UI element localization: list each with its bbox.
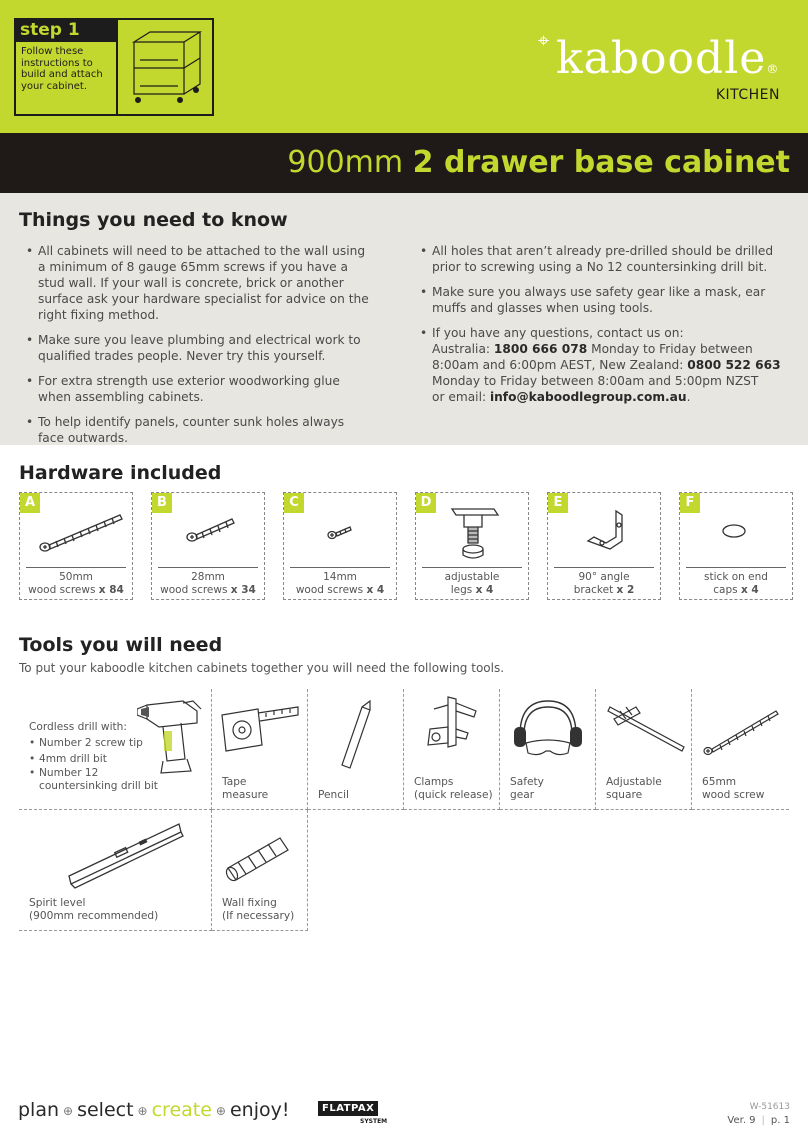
tool-tape-measure	[212, 689, 308, 810]
tool-pencil	[308, 689, 404, 810]
pencil-icon	[308, 689, 404, 769]
tool-caption	[318, 776, 349, 801]
drill-caption	[29, 719, 169, 792]
page-title	[287, 145, 790, 181]
hardware-letter: A	[20, 493, 40, 513]
list-item: • To help identify panels, counter sunk holes always face outwards.	[26, 414, 371, 446]
logo-word: kaboodle®	[556, 33, 780, 84]
cross-icon: ⊕	[215, 1103, 226, 1118]
email-link[interactable]: info@kaboodlegroup.com.au	[489, 390, 687, 404]
list-item: • Make sure you always use safety gear like a mask, ear muffs and glasses when using tools.	[420, 284, 790, 316]
hardware-item-d	[415, 492, 529, 600]
spirit-level-icon	[19, 810, 212, 900]
divider	[290, 567, 390, 568]
hardware-size: 28mm	[191, 571, 225, 583]
list-item: • All holes that aren’t already pre-drilled should be drilled prior to screwing using a No 12 countersinking drill bit.	[420, 243, 790, 275]
flatpax-badge	[318, 1101, 388, 1129]
tape-measure-icon	[212, 689, 308, 769]
slogan-plan: plan	[18, 1099, 60, 1121]
hardware-type: legs	[450, 583, 473, 596]
hardware-size: 14mm	[323, 571, 357, 583]
kaboodle-logo	[538, 30, 788, 110]
title-size: 900mm	[287, 145, 404, 180]
know-left-list	[26, 243, 371, 455]
divider	[554, 567, 654, 568]
wood-screw-icon	[692, 689, 788, 769]
tool-caption-line1: Safety	[510, 776, 544, 788]
tool-caption-line1: Spirit level	[29, 897, 86, 909]
slogan-create: create	[151, 1099, 212, 1121]
au-phone[interactable]: 1800 666 078	[493, 342, 588, 356]
cabinet-thumbnail	[118, 18, 214, 116]
hardware-size: adjustable	[444, 571, 500, 583]
list-item: • For extra strength use exterior woodworking glue when assembling cabinets.	[26, 373, 371, 405]
hardware-size: 50mm	[59, 571, 93, 583]
cross-icon: ⊕	[137, 1103, 148, 1118]
divider: |	[761, 1115, 765, 1126]
tool-caption-line1: Tape	[222, 776, 247, 788]
hardware-type: wood screws	[295, 583, 364, 596]
tool-caption-line2: (900mm recommended)	[29, 909, 159, 922]
contact-item	[420, 325, 790, 405]
hardware-letter: C	[284, 493, 304, 513]
hardware-type: bracket	[573, 583, 614, 596]
hardware-qty: x 2	[616, 583, 635, 596]
email-end: .	[686, 390, 691, 404]
hardware-type: wood screws	[160, 583, 228, 596]
hardware-caption	[548, 571, 660, 596]
step-instructions: Follow these instructions to build and attach your cabinet.	[21, 46, 103, 92]
document-code: W-51613	[749, 1102, 790, 1112]
slogan-select: select	[77, 1099, 134, 1121]
know-heading: Things you need to know	[19, 209, 288, 231]
tool-caption-line2: measure	[222, 788, 269, 801]
know-right-list	[420, 243, 790, 414]
tool-caption-line1: Clamps	[414, 776, 454, 788]
divider	[158, 567, 258, 568]
page-number: p. 1	[770, 1115, 790, 1126]
step-label: step 1	[14, 18, 118, 42]
nz-hours: Monday to Friday between 8:00am and 5:00pm NZST	[432, 374, 759, 388]
tool-caption	[702, 776, 764, 801]
tool-wall-fixing	[212, 810, 308, 931]
flatpax-sub: SYSTEM	[360, 1118, 388, 1125]
cross-icon: ⊕	[63, 1103, 74, 1118]
hardware-letter: D	[416, 493, 436, 513]
hardware-letter: E	[548, 493, 568, 513]
tool-clamps	[404, 689, 500, 810]
version-page	[727, 1115, 790, 1126]
hardware-qty: x 4	[475, 583, 494, 596]
list-item: • All cabinets will need to be attached to the wall using a minimum of 8 gauge 65mm screws if you have a stud wall. If your wall is concrete, brick or another surface ask your hardware specialist for advice on the right fixing method.	[26, 243, 371, 323]
hardware-qty: x 4	[740, 583, 759, 596]
step-box	[14, 18, 118, 116]
hardware-letter: F	[680, 493, 700, 513]
hardware-type: wood screws	[28, 583, 96, 596]
tools-intro: To put your kaboodle kitchen cabinets together you will need the following tools.	[19, 661, 505, 675]
hardware-caption	[284, 571, 396, 596]
things-to-know-section	[0, 193, 808, 445]
hardware-heading: Hardware included	[19, 462, 222, 484]
hardware-caption	[680, 571, 792, 596]
tool-drill	[19, 689, 212, 810]
tool-spirit-level	[19, 810, 212, 931]
logo-cross-icon: ⌖	[538, 28, 550, 52]
tool-caption	[510, 776, 544, 801]
hardware-item-f	[679, 492, 793, 600]
tool-caption-line2: Pencil	[318, 788, 349, 801]
tool-caption-line2: wood screw	[702, 788, 765, 801]
hardware-item-a	[19, 492, 133, 600]
au-label: Australia:	[432, 342, 491, 356]
drill-title: Cordless drill with:	[29, 721, 127, 733]
logo-subtitle: KITCHEN	[715, 87, 780, 103]
email-label: or email:	[432, 390, 487, 404]
list-item: • Number 12 countersinking drill bit	[29, 767, 159, 792]
tool-adjustable-square	[596, 689, 692, 810]
contact-intro: If you have any questions, contact us on:	[432, 326, 684, 340]
flatpax-word: FLATPAX	[318, 1101, 378, 1116]
wall-plug-icon	[212, 810, 308, 890]
tool-caption-line1: Adjustable	[606, 776, 662, 788]
list-item: • Make sure you leave plumbing and electrical work to qualified trades people. Never try this yourself.	[26, 332, 371, 364]
hardware-qty: x 34	[230, 583, 256, 596]
tool-caption	[222, 897, 294, 922]
tool-safety-gear	[500, 689, 596, 810]
tool-caption	[222, 776, 268, 801]
hardware-item-b	[151, 492, 265, 600]
hardware-qty: x 4	[366, 583, 385, 596]
tool-caption-line2: square	[606, 788, 643, 801]
adjustable-square-icon	[596, 689, 692, 769]
divider	[686, 567, 786, 568]
list-item: • Number 2 screw tip	[29, 735, 169, 751]
footer-slogan	[18, 1099, 289, 1121]
cabinet-illustration-icon	[118, 20, 214, 118]
tool-caption-line1: 65mm	[702, 776, 737, 788]
hardware-caption	[416, 571, 528, 596]
tool-caption-line2: gear	[510, 788, 535, 801]
divider	[422, 567, 522, 568]
tool-caption-line2: (If necessary)	[222, 909, 295, 922]
slogan-enjoy: enjoy!	[229, 1099, 290, 1121]
hardware-size: 90° angle	[578, 571, 630, 583]
clamp-icon	[404, 689, 500, 769]
tool-wood-screw	[692, 689, 789, 810]
hardware-type: caps	[713, 583, 738, 596]
safety-gear-icon	[500, 689, 596, 769]
nz-phone[interactable]: 0800 522 663	[687, 358, 781, 372]
hardware-caption	[20, 571, 132, 596]
header-band	[0, 0, 808, 133]
version: Ver. 9	[727, 1115, 756, 1126]
tool-caption-line1: Wall fixing	[222, 897, 277, 909]
drill-list	[29, 735, 169, 792]
hardware-item-c	[283, 492, 397, 600]
hardware-size: stick on end	[704, 571, 768, 583]
tools-heading: Tools you will need	[19, 634, 223, 656]
hardware-qty: x 84	[98, 583, 124, 596]
tool-caption-line2: (quick release)	[414, 788, 493, 801]
hardware-caption	[152, 571, 264, 596]
hardware-letter: B	[152, 493, 172, 513]
tool-caption	[414, 776, 493, 801]
tool-caption	[606, 776, 662, 801]
tool-caption	[29, 897, 158, 922]
au-hours: Monday to Friday between 8:00am and 6:00pm AEST, New Zealand:	[432, 342, 753, 372]
title-band	[0, 133, 808, 193]
list-item: • 4mm drill bit	[29, 751, 169, 767]
title-product: 2 drawer base cabinet	[412, 145, 790, 180]
divider	[26, 567, 126, 568]
hardware-item-e	[547, 492, 661, 600]
